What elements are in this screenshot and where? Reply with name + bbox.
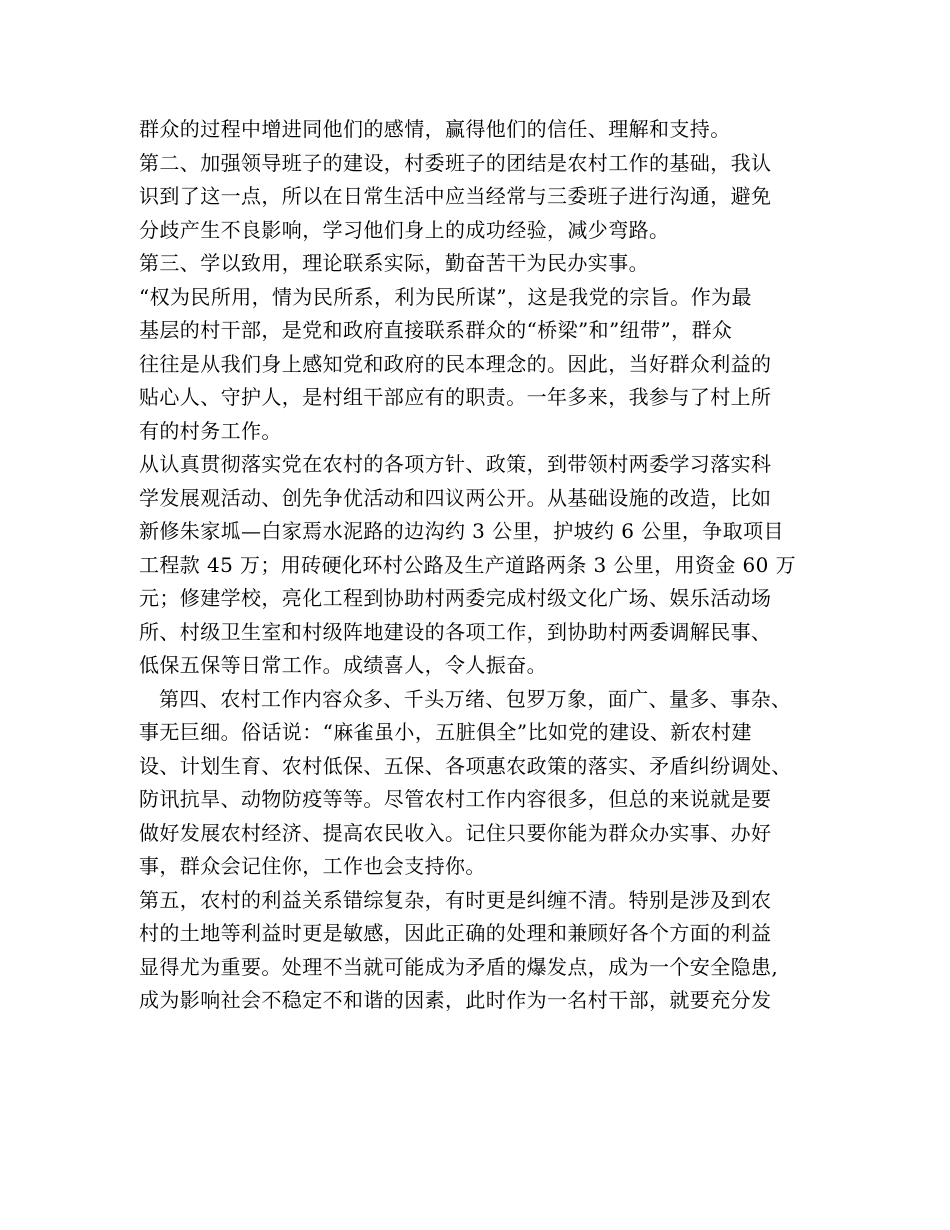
text-line: 成为影响社会不稳定不和谐的因素，此时作为一名村干部，就要充分发 bbox=[139, 988, 772, 1012]
text-line: 做好发展农村经济、提高农民收入。记住只要你能为群众办实事、办好 bbox=[139, 820, 772, 845]
text-line: 低保五保等日常工作。成绩喜人，令人振奋。 bbox=[139, 653, 547, 677]
text-line: 第五，农村的利益关系错综复杂，有时更是纠缠不清。特别是涉及到农 bbox=[139, 887, 772, 912]
text-line: 新修朱家坬—白家焉水泥路的边沟约 3 公里，护坡约 6 公里，争取项目 bbox=[139, 519, 784, 543]
text-line: 识到了这一点，所以在日常生活中应当经常与三委班子进行沟通，避免 bbox=[139, 184, 772, 208]
text-line: 从认真贯彻落实党在农村的各项方针、政策，到带领村两委学习落实科 bbox=[139, 452, 772, 476]
text-line: 分歧产生不良影响，学习他们身上的成功经验，减少弯路。 bbox=[139, 217, 670, 242]
text-line: 第二、加强领导班子的建设，村委班子的团结是农村工作的基础，我认 bbox=[139, 150, 772, 175]
text-line: 村的土地等利益时更是敏感，因此正确的处理和兼顾好各个方面的利益 bbox=[139, 921, 772, 945]
text-line: 所、村级卫生室和村级阵地建设的各项工作，到协助村两委调解民事、 bbox=[139, 619, 772, 644]
text-line: 基层的村干部，是党和政府直接联系群众的“桥梁”和”纽带”，群众 bbox=[139, 318, 733, 342]
text-line: 往往是从我们身上感知党和政府的民本理念的。因此，当好群众利益的 bbox=[139, 351, 772, 376]
text-line: 学发展观活动、创先争优活动和四议两公开。从基础设施的改造，比如 bbox=[139, 485, 772, 510]
text-line: 群众的过程中增进同他们的感情，赢得他们的信任、理解和支持。 bbox=[139, 117, 731, 141]
text-line: 事无巨细。俗话说：“麻雀虽小，五脏俱全”比如党的建设、新农村建 bbox=[139, 720, 752, 744]
text-line: 第三、学以致用，理论联系实际，勤奋苦干为民办实事。 bbox=[139, 251, 649, 275]
text-line: 显得尤为重要。处理不当就可能成为矛盾的爆发点，成为一个安全隐患, bbox=[139, 954, 779, 979]
text-line: 贴心人、守护人，是村组干部应有的职责。一年多来，我参与了村上所 bbox=[139, 385, 772, 409]
text-line: 有的村务工作。 bbox=[139, 418, 282, 443]
text-line: 设、计划生育、农村低保、五保、各项惠农政策的落实、矛盾纠纷调处、 bbox=[139, 753, 792, 778]
text-line: 防讯抗旱、动物防疫等等。尽管农村工作内容很多，但总的来说就是要 bbox=[139, 787, 772, 811]
text-line: 工程款 45 万；用砖硬化环村公路及生产道路两条 3 公里，用资金 60 万 bbox=[139, 552, 796, 577]
text-line: 元；修建学校，亮化工程到协助村两委完成村级文化广场、娱乐活动场 bbox=[139, 586, 772, 610]
text-line: 事，群众会记住你，工作也会支持你。 bbox=[139, 854, 486, 878]
text-line: “权为民所用，情为民所系，利为民所谋”，这是我党的宗旨。作为最 bbox=[139, 284, 752, 309]
document-body bbox=[139, 113, 829, 1018]
text-line: 第四、农村工作内容众多、千头万绪、包罗万象，面广、量多、事杂、 bbox=[159, 686, 792, 711]
